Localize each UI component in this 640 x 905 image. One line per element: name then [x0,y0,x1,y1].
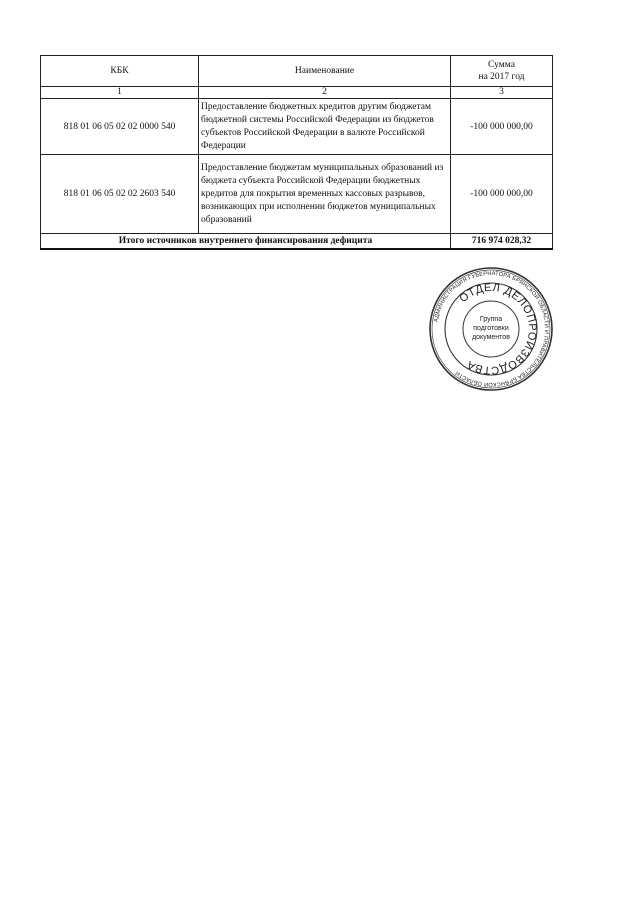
row-name: Предоставление бюджетных кредитов другим бюджетам бюджетной системы Российской Федерации из бюджетов субъектов Российской Федерации в валюте Российской Федерации [199,99,451,155]
row-code: 818 01 06 05 02 02 2603 540 [41,155,199,234]
row-code: 818 01 06 05 02 02 0000 540 [41,99,199,155]
stamp-center-line2: подготовки [473,325,509,332]
header-sum-line1: Сумма [488,60,515,70]
header-sum [451,56,553,87]
stamp-inner-ring-text: ОТДЕЛ ДЕЛОПРОИЗВОДСТВА [457,281,539,377]
stamp-center-line3: документов [472,334,510,341]
header-sum-line2: на 2017 год [478,72,525,82]
total-amount: 716 974 028,32 [451,234,553,250]
column-number: 1 [41,87,199,99]
row-name: Предоставление бюджетам муниципальных образований из бюджета субъекта Российской Федерации бюджетных кредитов для покрытия временных кассовых разрывов, возникающих при исполнении бюджетов муниципальных образований [199,155,451,234]
column-number-row [41,87,553,99]
header-kbk: КБК [41,56,199,87]
budget-table [40,55,553,250]
row-amount: -100 000 000,00 [451,99,553,155]
header-name: Наименование [199,56,451,87]
table-header-row [41,56,553,87]
stamp-center-line1: Группа [479,316,503,323]
official-stamp [428,266,554,392]
total-row [41,234,553,250]
table-row [41,99,553,155]
table-row [41,155,553,234]
total-label: Итого источников внутреннего финансирования дефицита [41,234,451,250]
row-amount: -100 000 000,00 [451,155,553,234]
stamp-outer-ring-text: АДМИНИСТРАЦИЯ ГУБЕРНАТОРА БРЯНСКОЙ ОБЛАСТИ И ПРАВИТЕЛЬСТВА БРЯНСКОЙ ОБЛАСТИ [433,270,550,388]
column-number: 3 [451,87,553,99]
column-number: 2 [199,87,451,99]
